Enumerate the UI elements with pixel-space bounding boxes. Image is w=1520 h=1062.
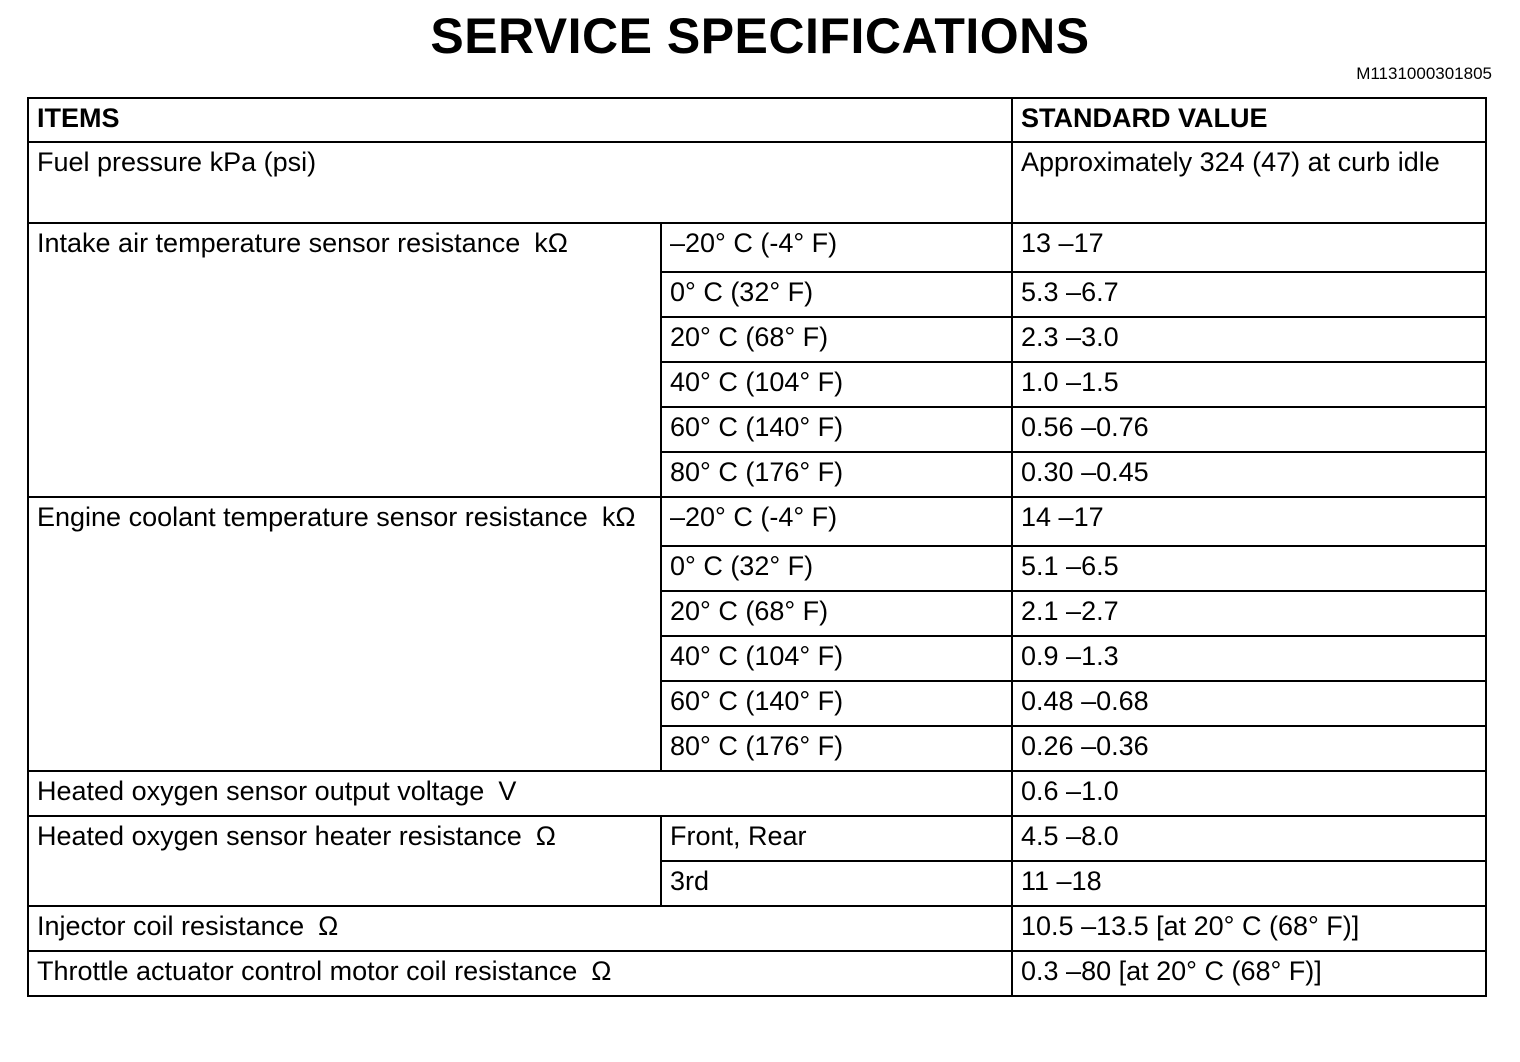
value-cell: 5.3 –6.7 [1012, 272, 1486, 317]
item-oxygen-sensor-output-voltage: Heated oxygen sensor output voltage V [28, 771, 1012, 816]
page-title: SERVICE SPECIFICATIONS [430, 8, 1090, 64]
condition-cell: Front, Rear [661, 816, 1012, 861]
table-row [28, 223, 1486, 272]
service-specifications-table [27, 97, 1487, 997]
condition-cell: 80° C (176° F) [661, 726, 1012, 771]
value-cell: 0.56 –0.76 [1012, 407, 1486, 452]
value-cell: 2.1 –2.7 [1012, 591, 1486, 636]
condition-cell: 3rd [661, 861, 1012, 906]
value-cell: 0.9 –1.3 [1012, 636, 1486, 681]
table-row [28, 951, 1486, 996]
condition-cell: 40° C (104° F) [661, 362, 1012, 407]
table-row [28, 771, 1486, 816]
value-cell: 5.1 –6.5 [1012, 546, 1486, 591]
condition-cell: 60° C (140° F) [661, 681, 1012, 726]
value-cell: 1.0 –1.5 [1012, 362, 1486, 407]
unit-label: Ω [591, 956, 612, 986]
unit-label: V [498, 776, 517, 806]
table-row [28, 816, 1486, 861]
value-fuel-pressure: Approximately 324 (47) at curb idle [1012, 142, 1486, 223]
table-row [28, 142, 1486, 223]
value-cell: 11 –18 [1012, 861, 1486, 906]
condition-cell: 20° C (68° F) [661, 591, 1012, 636]
condition-cell: 0° C (32° F) [661, 546, 1012, 591]
unit-label: Ω [318, 911, 339, 941]
value-cell: 0.6 –1.0 [1012, 771, 1486, 816]
item-oxygen-sensor-heater-resistance: Heated oxygen sensor heater resistance Ω [28, 816, 661, 906]
unit-label: kΩ [601, 502, 636, 532]
unit-label: Ω [535, 821, 556, 851]
value-cell: 14 –17 [1012, 497, 1486, 546]
condition-cell: –20° C (-4° F) [661, 223, 1012, 272]
condition-cell: 60° C (140° F) [661, 407, 1012, 452]
value-cell: 10.5 –13.5 [at 20° C (68° F)] [1012, 906, 1486, 951]
item-engine-coolant-temperature: Engine coolant temperature sensor resistance kΩ [28, 497, 661, 771]
value-cell: 2.3 –3.0 [1012, 317, 1486, 362]
condition-cell: 20° C (68° F) [661, 317, 1012, 362]
condition-cell: 40° C (104° F) [661, 636, 1012, 681]
column-header-items: ITEMS [28, 98, 1012, 142]
value-cell: 0.48 –0.68 [1012, 681, 1486, 726]
item-throttle-actuator-coil-resistance: Throttle actuator control motor coil resistance Ω [28, 951, 1012, 996]
item-injector-coil-resistance: Injector coil resistance Ω [28, 906, 1012, 951]
table-row [28, 906, 1486, 951]
column-header-standard-value: STANDARD VALUE [1012, 98, 1486, 142]
value-cell: 0.3 –80 [at 20° C (68° F)] [1012, 951, 1486, 996]
item-fuel-pressure: Fuel pressure kPa (psi) [28, 142, 1012, 223]
table-header-row [28, 98, 1486, 142]
table-row [28, 497, 1486, 546]
value-cell: 0.30 –0.45 [1012, 452, 1486, 497]
unit-label: kΩ [534, 228, 568, 258]
document-id: M1131000301805 [1356, 64, 1492, 83]
item-intake-air-temperature: Intake air temperature sensor resistance kΩ [28, 223, 661, 497]
value-cell: 13 –17 [1012, 223, 1486, 272]
value-cell: 4.5 –8.0 [1012, 816, 1486, 861]
condition-cell: 80° C (176° F) [661, 452, 1012, 497]
condition-cell: –20° C (-4° F) [661, 497, 1012, 546]
condition-cell: 0° C (32° F) [661, 272, 1012, 317]
value-cell: 0.26 –0.36 [1012, 726, 1486, 771]
